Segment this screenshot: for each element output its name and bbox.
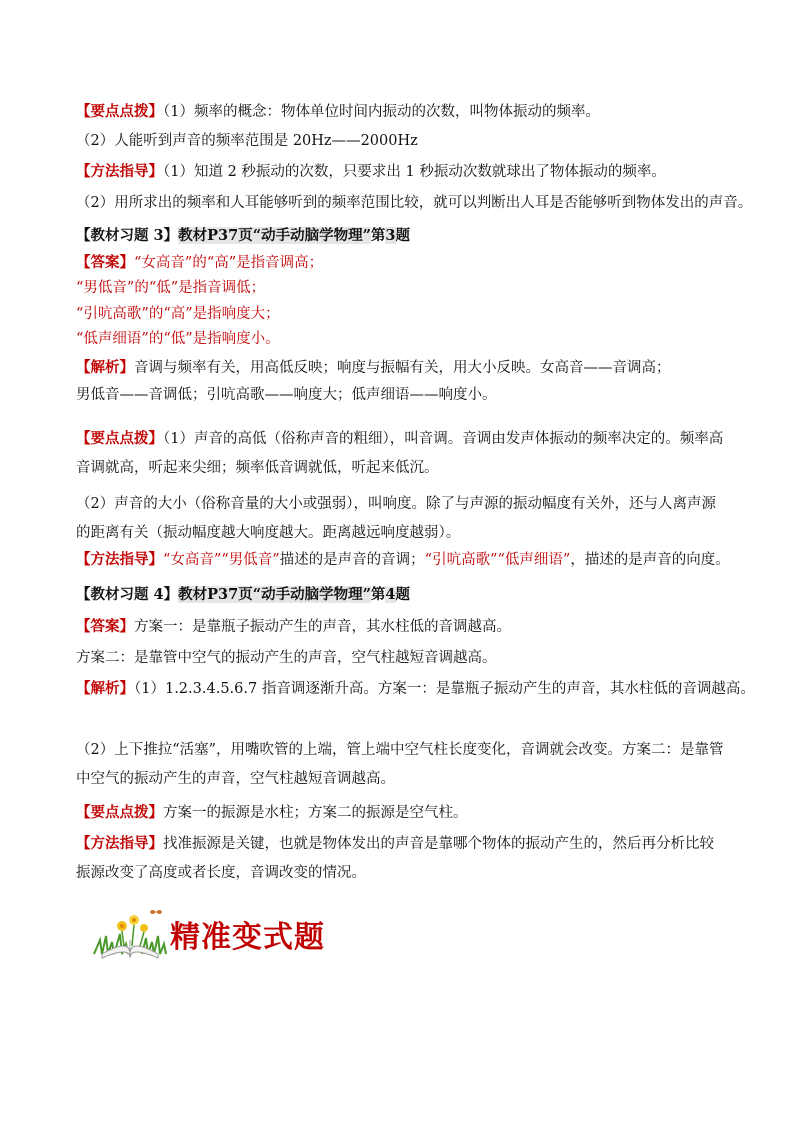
heading-text: 页 (238, 227, 253, 244)
tag-label: 【方法指导】 (76, 835, 163, 852)
tag-label: 【方法指导】 (76, 163, 163, 180)
text: 音调与频率有关，用高低反映；响度与振幅有关，用大小反映。女高音——音调高； (134, 360, 671, 376)
tag-label: 【解析】 (76, 359, 134, 376)
text: （1）知道 2 秒振动的次数，只要求出 1 秒振动次数就球出了物体振动的频率。 (163, 164, 666, 180)
s1-line-3 (76, 162, 666, 182)
method-text: “引吭高歌”“低声细语” (424, 552, 571, 568)
tag-label: 【答案】 (76, 618, 134, 635)
text: （1）1.2.3.4.5.6.7 指音调逐渐升高。方案一：是靠瓶子振动产生的声音，其水柱低的音调越高。 (134, 681, 755, 697)
text: （2）人能听到声音的频率范围是 20Hz——2000Hz (76, 133, 418, 149)
s3-method (76, 829, 726, 888)
heading-text: 教材 (178, 586, 208, 603)
s3-analysis-1 (76, 679, 755, 699)
heading-text: 4 (385, 586, 396, 603)
s2-method (76, 550, 730, 570)
s3-keypoint (76, 803, 468, 823)
heading-text: P37 (207, 586, 239, 603)
s2-analysis-1 (76, 358, 671, 378)
text: （1）频率的概念：物体单位时间内振动的次数，叫物体振动的频率。 (163, 104, 600, 120)
method-text: ，描述的是声音的向度。 (570, 552, 730, 568)
tag-label: 【方法指导】 (76, 551, 163, 568)
heading-text: 教材 (178, 227, 208, 244)
s2-analysis-2: 男低音——音调低；引吭高歌——响度大；低声细语——响度小。 (76, 387, 497, 403)
s3-heading (76, 585, 410, 605)
s3-answer-1 (76, 617, 511, 637)
heading-text: 页 (238, 586, 253, 603)
s2-answer-3: “引吭高歌”的“高”是指响度大； (76, 306, 280, 322)
heading-label: 【教材习题 4】 (76, 586, 179, 603)
text: （2）用所求出的频率和人耳能够听到的频率范围比较，就可以判断出人耳是否能够听到物体发出的声音。 (76, 195, 753, 211)
s3-answer-2: 方案二：是靠管中空气的振动产生的声音，空气柱越短音调越高。 (76, 650, 497, 666)
heading-text: 3 (385, 227, 396, 244)
tag-label: 【要点点拨】 (76, 430, 163, 447)
tag-label: 【解析】 (76, 680, 134, 697)
method-text: “女高音”“男低音” (163, 552, 280, 568)
s2-answer-2: “男低音”的“低”是指音调低； (76, 280, 266, 296)
s3-analysis-2: （2）上下推拉“活塞”，用嘴吹管的上端，管上端中空气柱长度变化，音调就会改变。方案二：是靠管中空气的振动产生的声音，空气柱越短音调越高。 (76, 742, 724, 787)
s2-keypoint-1 (76, 424, 726, 483)
tag-label: 【要点点拨】 (76, 103, 163, 120)
method-text: 描述的是声音的音调； (279, 552, 425, 568)
s2-heading (76, 226, 410, 246)
answer-text: “女高音”的“高”是指音调高； (134, 255, 324, 271)
s2-answer-1 (76, 253, 323, 273)
heading-text: 第 (370, 227, 386, 244)
answer-text: 方案一：是靠瓶子振动产生的声音，其水柱低的音调越高。 (134, 619, 511, 635)
text: （1）声音的高低（俗称声音的粗细），叫音调。音调由发声体振动的频率决定的。频率高音调就高，听起来尖细；频率低音调就低，听起来低沉。 (76, 431, 724, 476)
heading-text: 第 (370, 586, 386, 603)
s2-answer-4: “低声细语”的“低”是指响度小。 (76, 331, 280, 347)
tag-label: 【要点点拨】 (76, 804, 163, 821)
heading-text: 题 (395, 586, 411, 603)
text: 方案一的振源是水柱；方案二的振源是空气柱。 (163, 805, 468, 821)
s2-keypoint-2: （2）声音的大小（俗称音量的大小或强弱），叫响度。除了与声源的振动幅度有关外，还与人离声源的距离有关（振动幅度越大响度越大。距离越远响度越弱）。 (76, 496, 716, 541)
banner-title: 精准变式题 (170, 920, 325, 955)
heading-text: “动手动脑学物理” (252, 586, 371, 603)
heading-text: “动手动脑学物理” (252, 227, 371, 244)
s1-line-2 (76, 131, 418, 151)
heading-text: P37 (207, 227, 239, 244)
heading-label: 【教材习题 3】 (76, 227, 179, 244)
text: 找准振源是关键，也就是物体发出的声音是靠哪个物体的振动产生的，然后再分析比较振源改变了高度或者长度，音调改变的情况。 (76, 836, 714, 881)
heading-text: 题 (395, 227, 411, 244)
tag-label: 【答案】 (76, 254, 134, 271)
s1-line-4 (76, 193, 752, 213)
s1-line-1 (76, 102, 600, 122)
